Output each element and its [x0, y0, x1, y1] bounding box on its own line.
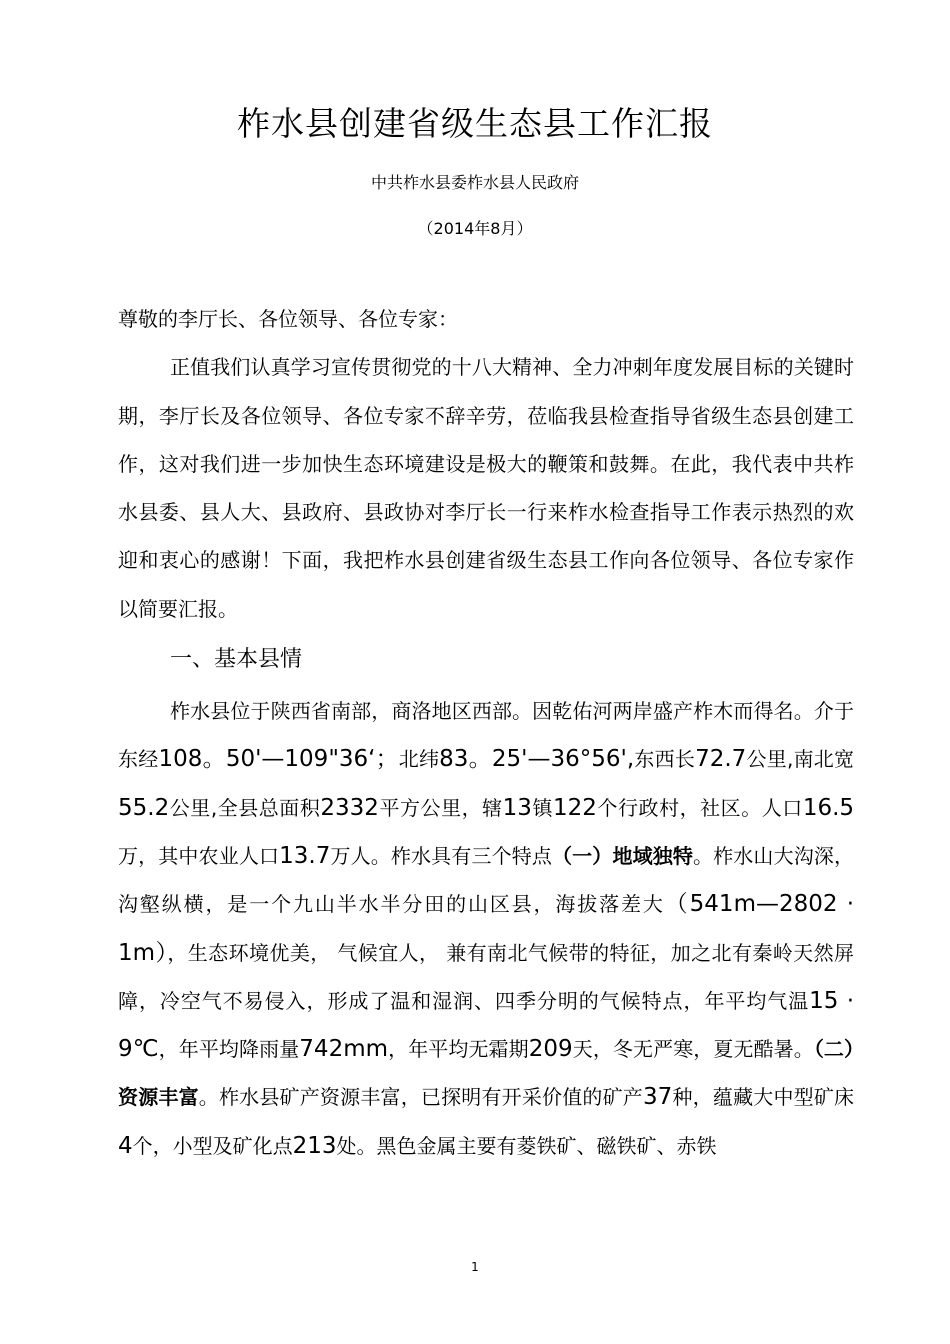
body-text-13: 镇	[531, 795, 554, 820]
issuing-organization: 中共柞水县委柞水县人民政府	[370, 173, 579, 192]
frost-free-days: 209	[528, 1036, 573, 1063]
average-rainfall: 742mm	[299, 1036, 389, 1063]
body-text-35: 个，小型及矿化点	[132, 1133, 293, 1158]
feature-heading-resources: （二）资源丰富	[118, 1037, 855, 1110]
north-south-width: 55.2	[118, 794, 170, 821]
body-text-5: 东西长	[634, 747, 696, 772]
county-overview-paragraph	[118, 687, 854, 1170]
town-count: 13	[502, 794, 532, 821]
total-area: 2332	[320, 794, 379, 821]
body-text-11: 平方公里，辖	[378, 795, 503, 820]
intro-paragraph: 正值我们认真学习宣传贯彻党的十八大精神、全力冲刺年度发展目标的关键时期，李厅长及各位领导、各位专家不辞辛劳，莅临我县检查指导省级生态县创建工作，这对我们进一步加快生态环境建设是极大的鞭策和鼓舞。在此，我代表中共柞水县委、县人大、县政府、县政协对李厅长一行来柞水检查指导工作表示热烈的欢迎和衷心的感谢！下面，我把柞水县创建省级生态县工作向各位领导、各位专家作以简要汇报。	[118, 355, 854, 621]
body-text-23: ，生态环境优美， 气候宜人， 兼有南北气候带的特征，加之北有秦岭天然屏障，冷空气不易侵入，形成了温和湿润、四季分明的气候特点，年平均气温	[118, 940, 854, 1013]
body-text-9: 公里,全县总面积	[169, 795, 321, 820]
body-text-3: 北纬	[398, 747, 440, 772]
body-text-31: 。柞水县矿产资源丰富，已探明有开采价值的矿产	[198, 1085, 644, 1110]
document-date: （2014年8月）	[417, 219, 533, 238]
latitude-range: 83。25'—36°56',	[439, 746, 635, 773]
document-title: 柞水县创建省级生态县工作汇报	[237, 104, 713, 143]
greeting: 尊敬的李厅长、各位领导、各位专家：	[118, 307, 458, 331]
body-text-21: 。柞水山大沟深，沟壑纵横，是一个九山半水半分田的山区县，海拔落差大	[118, 843, 854, 917]
section-heading: 一、基本县情	[170, 647, 303, 673]
agricultural-population: 13.7	[279, 842, 331, 869]
body-text-7: 公里,南北宽	[746, 747, 855, 772]
east-west-length: 72.7	[695, 746, 747, 773]
large-deposit-count: 4	[118, 1132, 133, 1159]
document-body	[118, 295, 854, 1170]
body-text-33: 种，蕴藏大中型矿床	[672, 1085, 855, 1110]
population: 16.5	[802, 794, 855, 821]
body-text-25: ，年平均降雨量	[158, 1037, 300, 1062]
feature-heading-geography: （一）地域独特	[552, 843, 694, 868]
page-number: 1	[471, 1260, 479, 1274]
body-text-15: 个行政村，社区。人口	[596, 795, 803, 820]
body-text-19: 万人。柞水具有三个特点	[330, 843, 553, 868]
body-text-37: 处。黑色金属主要有菱铁矿、磁铁矿、赤铁	[336, 1133, 717, 1158]
body-text-29: 天，冬无严寒，夏无酷暑。	[572, 1037, 814, 1062]
altitude-range: （541m—2802 · 1m）	[118, 891, 855, 966]
village-count: 122	[553, 794, 597, 821]
longitude-range: 108。50'—109"36‘；	[158, 746, 399, 773]
small-deposit-count: 213	[292, 1132, 337, 1159]
average-temperature: 15 · 9℃	[118, 987, 855, 1063]
body-text-17: 万，其中农业人口	[118, 843, 280, 868]
mineral-types-count: 37	[643, 1084, 673, 1111]
body-text-27: ，年平均无霜期	[388, 1037, 529, 1062]
body-text-1: 柞水县位于陕西省南部，商洛地区西部。因乾佑河两岸盛产柞木而得名。介于东经	[118, 699, 854, 772]
